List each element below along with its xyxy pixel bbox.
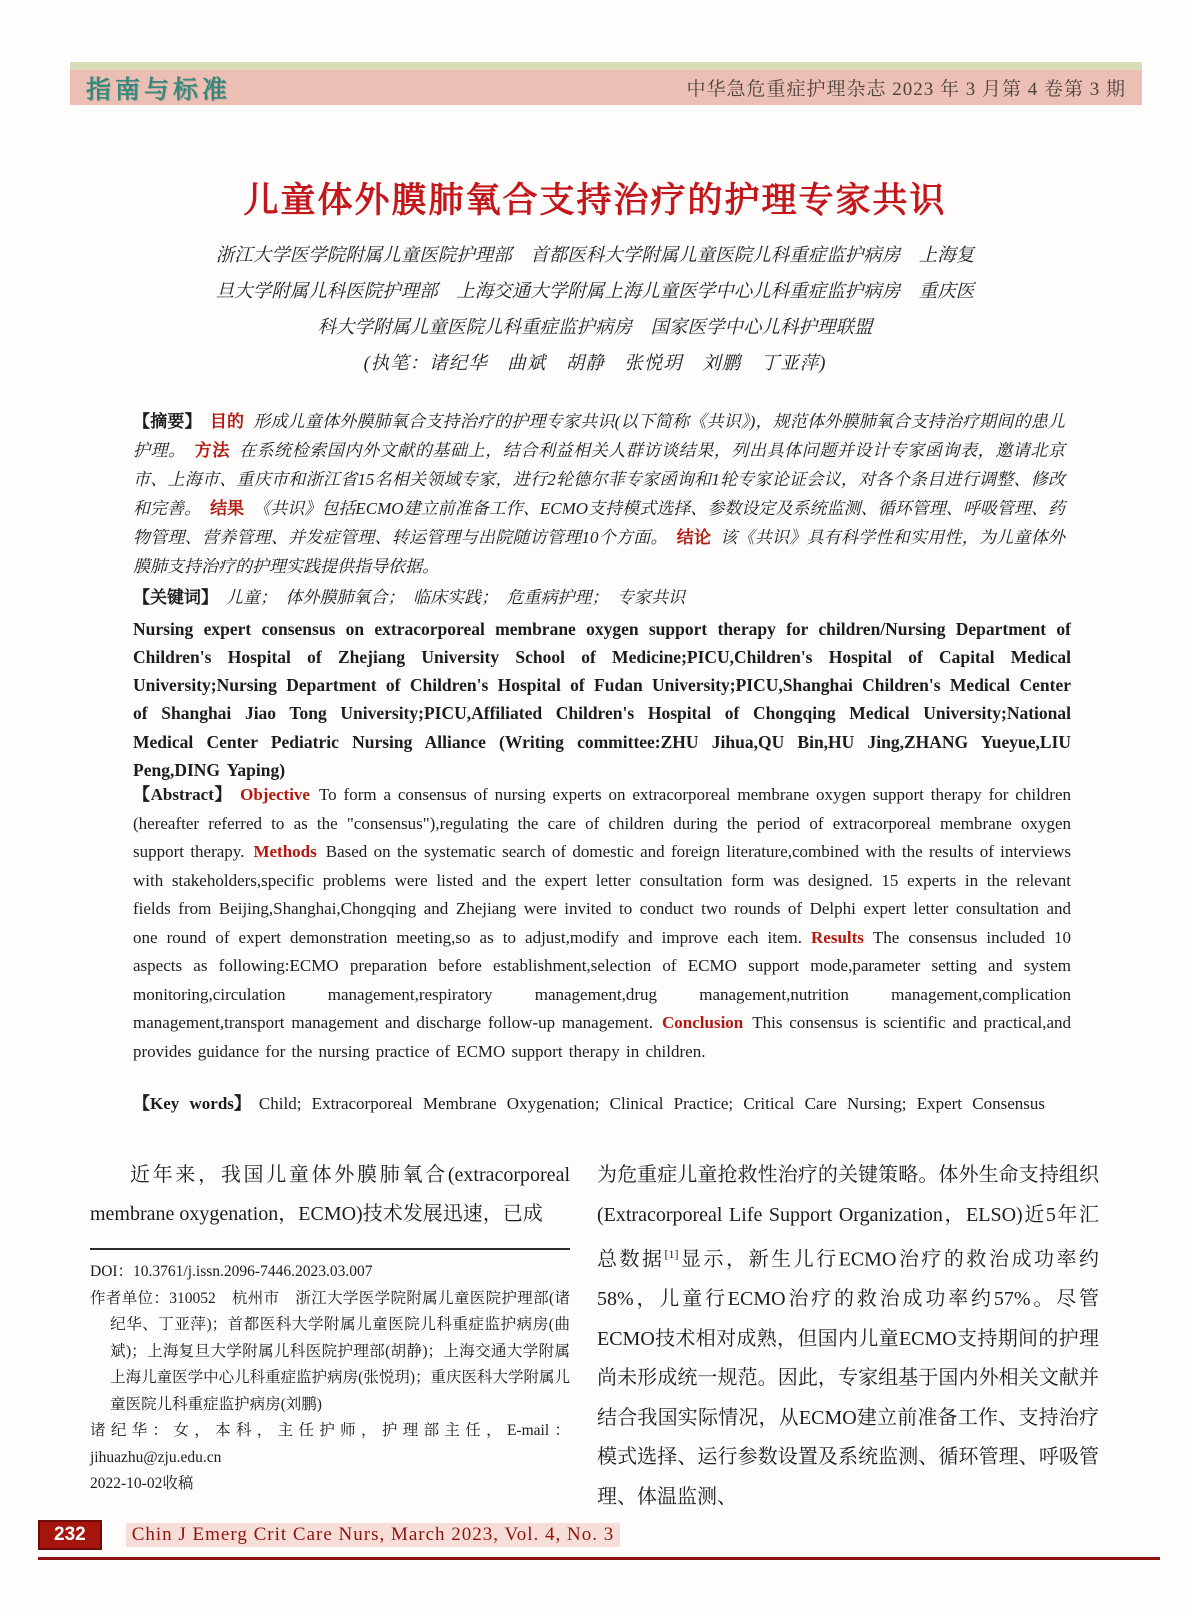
conclusion-label: 结论 bbox=[676, 528, 712, 547]
keywords-english bbox=[133, 1089, 1071, 1118]
affiliation-line: 浙江大学医学院附属儿童医院护理部 首都医科大学附属儿童医院儿科重症监护病房 上海复 bbox=[215, 246, 975, 266]
body-right-column bbox=[597, 1156, 1099, 1517]
keywords-en-label: 【Key words】 bbox=[133, 1094, 251, 1113]
results-text: 《共识》包括ECMO建立前准备工作、ECMO支持模式选择、参数设定及系统监测、循环管理、呼吸管理、药物管理、营养管理、并发症管理、转运管理与出院随访管理10个方面。 bbox=[133, 499, 1066, 547]
conclusion-en-label: Conclusion bbox=[662, 1013, 744, 1032]
keywords-text: 儿童； 体外膜肺氧合； 临床实践； 危重病护理； 专家共识 bbox=[226, 588, 685, 607]
methods-en-text: Based on the systematic search of domestic and foreign literature,combined with the results of interviews with stakeholders,specific problems were listed and the expert letter consultation form was designed. 15 experts in the relevant fields from Beijing,Shanghai,Chongqing and Zhejiang were invited to conduct two rounds of Delphi expert letter consultation and one round of expert demonstration meeting,so as to adjust,modify and improve each item. bbox=[133, 842, 1071, 947]
journal-issue: 中华急危重症护理杂志 2023 年 3 月第 4 卷第 3 期 bbox=[686, 79, 1126, 100]
body-left-column bbox=[90, 1156, 570, 1498]
article-title: 儿童体外膜肺氧合支持治疗的护理专家共识 bbox=[243, 181, 947, 221]
objective-text: 形成儿童体外膜肺氧合支持治疗的护理专家共识(以下简称《共识》)，规范体外膜肺氧合支持治疗期间的患儿护理。 bbox=[133, 412, 1066, 460]
keywords-label: 【关键词】 bbox=[133, 588, 218, 607]
objective-en-text: To form a consensus of nursing experts on extracorporeal membrane oxygen support therapy for children (hereafter referred to as the "consensus"),regulating the care of children during the period of extracorporeal membrane oxygen support therapy. bbox=[133, 785, 1071, 861]
methods-label: 方法 bbox=[194, 441, 230, 460]
journal-citation: Chin J Emerg Crit Care Nurs, March 2023, Vol. 4, No. 3 bbox=[126, 1523, 621, 1547]
abstract-english bbox=[133, 781, 1071, 1066]
methods-en-label: Methods bbox=[253, 842, 317, 861]
doi-line: DOI：10.3761/j.issn.2096-7446.2023.03.007 bbox=[90, 1263, 373, 1280]
objective-en-label: Objective bbox=[240, 785, 310, 804]
body-paragraph-left: 近年来，我国儿童体外膜肺氧合(extracorporeal membrane oxygenation，ECMO)技术发展迅速，已成 bbox=[90, 1164, 570, 1225]
keywords-chinese bbox=[133, 583, 1065, 608]
english-title: Nursing expert consensus on extracorporeal membrane oxygen support therapy for children/Nursing Department of Children's Hospital of Zhejiang University School of Medicine;PICU,Children's Hospital of Capital Medical University;Nursing Department of Children's Hospital of Fudan University;PICU,Shanghai Children's Medical Center of Shanghai Jiao Tong University;PICU,Affiliated Children's Hospital of Chongqing Medical University;National Medical Center Pediatric Nursing Alliance (Writing committee:ZHU Jihua,QU Bin,HU Jing,ZHANG Yueyue,LIU Peng,DING Yaping) bbox=[133, 618, 1071, 780]
affiliation-line: 旦大学附属儿科医院护理部 上海交通大学附属上海儿童医学中心儿科重症监护病房 重庆医 bbox=[215, 282, 975, 302]
footer-rule bbox=[38, 1557, 1160, 1560]
section-label: 指南与标准 bbox=[86, 75, 232, 104]
affiliations-block bbox=[90, 238, 1100, 382]
results-label: 结果 bbox=[210, 499, 245, 518]
objective-label: 目的 bbox=[209, 412, 245, 431]
affiliation-line: 科大学附属儿童医院儿科重症监护病房 国家医学中心儿科护理联盟 bbox=[317, 318, 873, 338]
writing-committee: (执笔：诸纪华 曲斌 胡静 张悦玥 刘鹏 丁亚萍) bbox=[363, 354, 827, 374]
results-en-text: The consensus included 10 aspects as following:ECMO preparation before establishment,selection of ECMO support mode,parameter setting and system monitoring,circulation management,respiratory management,drug management,nutrition management,complication management,transport management and discharge follow-up management. bbox=[133, 927, 1071, 1032]
body-right-text: 显示，新生儿行ECMO治疗的救治成功率约58%，儿童行ECMO治疗的救治成功率约57%。尽管ECMO技术相对成熟，但国内儿童ECMO支持期间的护理尚未形成统一规范。因此，专家组基于国内外相关文献并结合我国实际情况，从ECMO建立前准备工作、支持治疗模式选择、运行参数设置及系统监测、循环管理、呼吸管理、体温监测、 bbox=[597, 1248, 1099, 1508]
results-en-label: Results bbox=[811, 927, 864, 947]
page-number-badge: 232 bbox=[38, 1520, 102, 1550]
corresponding-author-note: 诸纪华：女，本科，主任护师，护理部主任，E-mail：jihuazhu@zju.edu.cn bbox=[90, 1422, 570, 1466]
author-affiliation-note: 作者单位：310052 杭州市 浙江大学医学院附属儿童医院护理部(诸纪华、丁亚萍)；首都医科大学附属儿童医院儿科重症监护病房(曲斌)；上海复旦大学附属儿科医院护理部(胡静)；上海交通大学附属上海儿童医学中心儿科重症监护病房(张悦玥)；重庆医科大学附属儿童医院儿科重症监护病房(刘鹏) bbox=[90, 1289, 570, 1413]
conclusion-text: 该《共识》具有科学性和实用性，为儿童体外膜肺支持治疗的护理实践提供指导依据。 bbox=[133, 528, 1065, 576]
footnote-block bbox=[90, 1259, 570, 1498]
keywords-en-text: Child; Extracorporeal Membrane Oxygenation; Clinical Practice; Critical Care Nursing; Expert Consensus bbox=[258, 1094, 1046, 1113]
abstract-chinese bbox=[133, 407, 1065, 581]
page-footer bbox=[38, 1520, 620, 1550]
methods-text: 在系统检索国内外文献的基础上，结合利益相关人群访谈结果，列出具体问题并设计专家函询表，邀请北京市、上海市、重庆市和浙江省15名相关领域专家，进行2轮德尔菲专家函询和1轮专家论证会议，对各个条目进行调整、修改和完善。 bbox=[133, 441, 1066, 518]
footnote-divider bbox=[90, 1248, 570, 1250]
received-date: 2022-10-02收稿 bbox=[90, 1475, 194, 1492]
conclusion-en-text: This consensus is scientific and practical,and provides guidance for the nursing practice of ECMO support therapy in children. bbox=[133, 1013, 1071, 1061]
abstract-label: 【摘要】 bbox=[133, 412, 202, 431]
journal-header-band bbox=[70, 70, 1142, 105]
body-paragraph-right bbox=[597, 1156, 1099, 1517]
abstract-en-label: 【Abstract】 bbox=[133, 785, 233, 804]
body-right-text: 为危重症儿童抢救性治疗的关键策略。体外生命支持组织(Extracorporeal Life Support Organization，ELSO)近5年汇总数据 bbox=[597, 1164, 1099, 1271]
reference-marker: [1] bbox=[664, 1247, 679, 1261]
